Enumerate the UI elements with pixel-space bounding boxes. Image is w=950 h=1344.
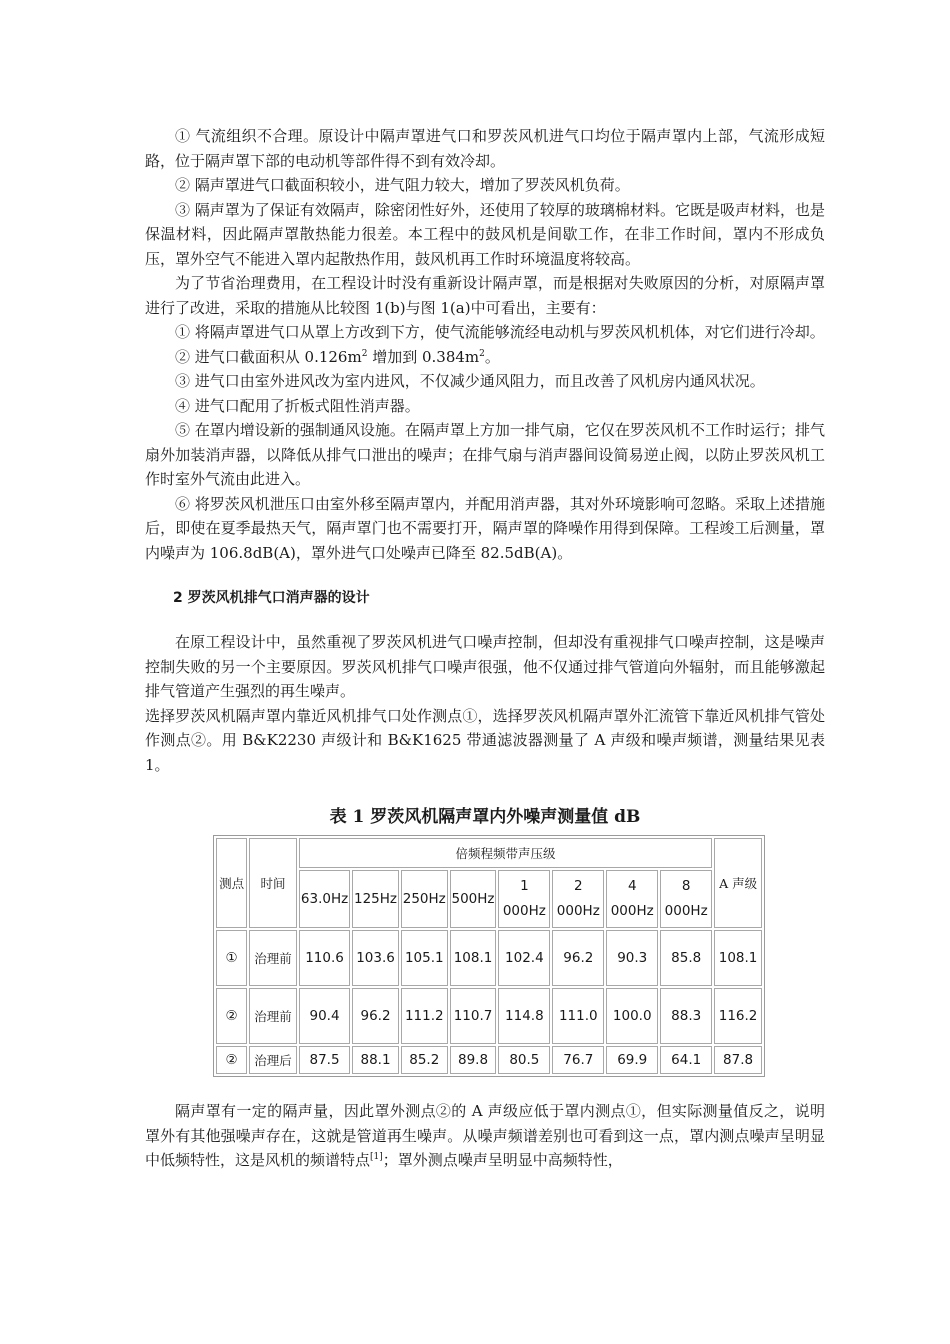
cell-value: 111.0 bbox=[552, 988, 604, 1044]
cell-a-level: 87.8 bbox=[714, 1046, 762, 1074]
paragraph: ① 气流组织不合理。原设计中隔声罩进气口和罗茨风机进气口均位于隔声罩内上部，气流形成短路，位于隔声罩下部的电动机等部件得不到有效冷却。 bbox=[145, 127, 825, 170]
paragraph: 为了节省治理费用，在工程设计时没有重新设计隔声罩，而是根据对失败原因的分析，对原隔声罩进行了改进，采取的措施从比较图 1(b)与图 1(a)中可看出，主要有： bbox=[145, 274, 825, 317]
noise-table bbox=[213, 835, 765, 1077]
freq-header: 4 000Hz bbox=[606, 870, 658, 928]
table-row bbox=[216, 1046, 762, 1074]
paragraph: ④ 进气口配用了折板式阻性消声器。 bbox=[175, 396, 420, 415]
freq-header: 2 000Hz bbox=[552, 870, 604, 928]
freq-header: 250Hz bbox=[401, 870, 448, 928]
header-point: 测点 bbox=[216, 838, 247, 928]
document-body bbox=[145, 124, 825, 1173]
cell-value: 110.6 bbox=[299, 930, 350, 986]
table-row bbox=[216, 988, 762, 1044]
paragraph: 选择罗茨风机隔声罩内靠近风机排气口处作测点①，选择罗茨风机隔声罩外汇流管下靠近风机排气管处作测点②。用 B&K2230 声级计和 B&K1625 带通滤波器测量了 A 声级和噪声频谱，测量结果见表 1。 bbox=[145, 706, 825, 774]
cell-value: 110.7 bbox=[450, 988, 497, 1044]
cell-value: 88.3 bbox=[660, 988, 712, 1044]
cell-value: 85.2 bbox=[401, 1046, 448, 1074]
cell-value: 80.5 bbox=[498, 1046, 550, 1074]
cell-value: 85.8 bbox=[660, 930, 712, 986]
text: ② 进气口截面积从 0.126m bbox=[175, 347, 362, 366]
freq-header: 500Hz bbox=[450, 870, 497, 928]
cell-value: 87.5 bbox=[299, 1046, 350, 1074]
text: 增加到 0.384m bbox=[367, 347, 480, 366]
paragraph: ⑤ 在罩内增设新的强制通风设施。在隔声罩上方加一排气扇，它仅在罗茨风机不工作时运行；排气扇外加装消声器，以降低从排气口泄出的噪声；在排气扇与消声器间设简易逆止阀，以防止罗茨风机工作时室外气流由此进入。 bbox=[145, 421, 825, 488]
cell-value: 69.9 bbox=[606, 1046, 658, 1074]
cell-value: 102.4 bbox=[498, 930, 550, 986]
paragraph: ② 隔声罩进气口截面积较小，进气阻力较大，增加了罗茨风机负荷。 bbox=[175, 176, 630, 194]
cell-time: 治理前 bbox=[249, 988, 297, 1044]
superscript: 2 bbox=[361, 348, 368, 359]
paragraph: 在原工程设计中，虽然重视了罗茨风机进气口噪声控制，但却没有重视排气口噪声控制，这是噪声控制失败的另一个主要原因。罗茨风机排气口噪声很强，他不仅通过排气管道向外辐射，而且能够激起排气管道产生强烈的再生噪声。 bbox=[145, 633, 825, 700]
text: 。 bbox=[484, 347, 500, 366]
cell-time: 治理前 bbox=[249, 930, 297, 986]
cell-point: ② bbox=[216, 1046, 247, 1074]
cell-value: 89.8 bbox=[450, 1046, 497, 1074]
cell-value: 103.6 bbox=[352, 930, 399, 986]
text: ；罩外测点噪声呈明显中高频特性， bbox=[382, 1151, 623, 1169]
header-a-level: A 声级 bbox=[714, 838, 762, 928]
cell-a-level: 116.2 bbox=[714, 988, 762, 1044]
header-time: 时间 bbox=[249, 838, 297, 928]
cell-value: 114.8 bbox=[498, 988, 550, 1044]
cell-value: 96.2 bbox=[552, 930, 604, 986]
table-row bbox=[216, 930, 762, 986]
table-container bbox=[213, 835, 765, 1077]
cell-value: 108.1 bbox=[450, 930, 497, 986]
freq-header: 63.0Hz bbox=[299, 870, 350, 928]
cell-value: 100.0 bbox=[606, 988, 658, 1044]
paragraph-area-change bbox=[145, 345, 825, 370]
cell-value: 96.2 bbox=[352, 988, 399, 1044]
cell-value: 76.7 bbox=[552, 1046, 604, 1074]
text: 隔声罩有一定的隔声量，因此罩外测点②的 A 声级应低于罩内测点①，但实际测量值反之，说明罩外有其他强噪声存在，这就是管道再生噪声。从噪声频谱差别也可看到这一点，罩内测点噪声呈明显中低频特性，这是风机的频谱特点 bbox=[145, 1102, 825, 1169]
cell-point: ① bbox=[216, 930, 247, 986]
cell-point: ② bbox=[216, 988, 247, 1044]
cell-value: 111.2 bbox=[401, 988, 448, 1044]
freq-header: 125Hz bbox=[352, 870, 399, 928]
cell-a-level: 108.1 bbox=[714, 930, 762, 986]
cell-value: 88.1 bbox=[352, 1046, 399, 1074]
cell-time: 治理后 bbox=[249, 1046, 297, 1074]
table-title: 表 1 罗茨风机隔声罩内外噪声测量值 dB bbox=[329, 807, 641, 827]
paragraph: ① 将隔声罩进气口从罩上方改到下方，使气流能够流经电动机与罗茨风机机体，对它们进行冷却。 bbox=[175, 323, 825, 341]
paragraph-closing bbox=[145, 1099, 825, 1173]
cell-value: 90.4 bbox=[299, 988, 350, 1044]
header-group: 倍频程频带声压级 bbox=[299, 838, 712, 868]
section-heading: 2 罗茨风机排气口消声器的设计 bbox=[173, 590, 370, 606]
cell-value: 105.1 bbox=[401, 930, 448, 986]
paragraph: ⑥ 将罗茨风机泄压口由室外移至隔声罩内，并配用消声器，其对外环境影响可忽略。采取上述措施后，即使在夏季最热天气，隔声罩门也不需要打开，隔声罩的降噪作用得到保障。工程竣工后测量，罩内噪声为 106.8dB(A)，罩外进气口处噪声已降至 82.5dB(A)。 bbox=[145, 494, 825, 562]
freq-header: 1 000Hz bbox=[498, 870, 550, 928]
paragraph: ③ 隔声罩为了保证有效隔声，除密闭性好外，还使用了较厚的玻璃棉材料。它既是吸声材料，也是保温材料，因此隔声罩散热能力很差。本工程中的鼓风机是间歇工作，在非工作时间，罩内不形成负压，罩外空气不能进入罩内起散热作用，鼓风机再工作时环境温度将较高。 bbox=[145, 200, 825, 268]
cell-value: 64.1 bbox=[660, 1046, 712, 1074]
cell-value: 90.3 bbox=[606, 930, 658, 986]
citation-ref: [1] bbox=[370, 1152, 383, 1162]
freq-header: 8 000Hz bbox=[660, 870, 712, 928]
paragraph: ③ 进气口由室外进风改为室内进风，不仅减少通风阻力，而且改善了风机房内通风状况。 bbox=[175, 372, 765, 390]
superscript: 2 bbox=[479, 348, 485, 359]
